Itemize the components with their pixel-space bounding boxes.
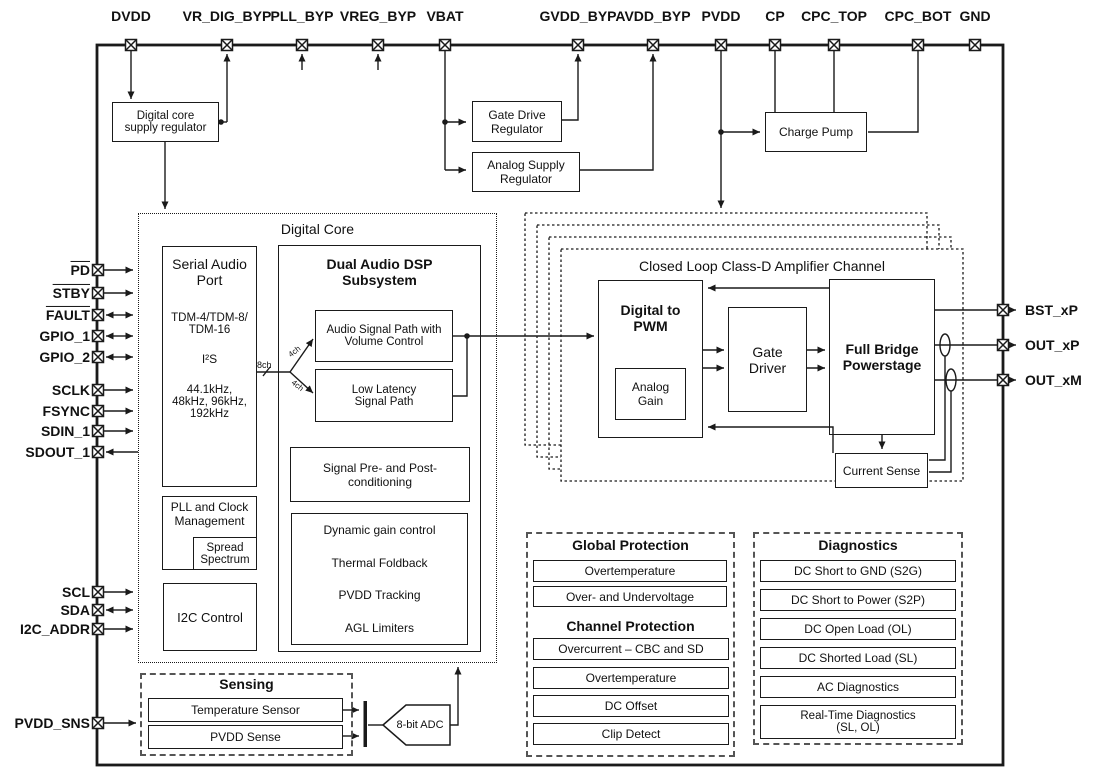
serial-audio-port-title: Serial Audio Port — [172, 256, 247, 288]
pll-title: PLL and Clock Management — [170, 500, 249, 528]
pin-label-gpio1: GPIO_1 — [39, 327, 90, 344]
protection-item: Over- and Undervoltage — [533, 586, 727, 607]
block-charge-pump: Charge Pump — [765, 112, 867, 152]
pin-label-vr-dig-byp: VR_DIG_BYP — [182, 8, 272, 24]
adc-label: 8-bit ADC — [396, 719, 444, 731]
block-temperature-sensor: Temperature Sensor — [148, 698, 343, 722]
dsp-subsystem-title: Dual Audio DSP Subsystem — [326, 256, 433, 289]
block-current-sense: Current Sense — [835, 453, 928, 488]
pin-label-gvdd-byp: GVDD_BYP — [539, 8, 617, 24]
bus-label-8ch: 8ch — [257, 360, 272, 370]
block-dsp-features — [291, 513, 468, 645]
serial-audio-port-i2s: I²S — [201, 352, 218, 366]
digital-to-pwm-title: Digital to PWM — [620, 302, 681, 335]
pin-label-gnd: GND — [959, 8, 991, 24]
block-pvdd-sense: PVDD Sense — [148, 725, 343, 749]
diagnostics-item: DC Short to GND (S2G) — [760, 560, 956, 582]
serial-audio-port-formats: TDM-4/TDM-8/ TDM-16 — [171, 312, 248, 336]
diagnostics-item: Real-Time Diagnostics (SL, OL) — [760, 705, 956, 739]
pin-label-pvdd: PVDD — [701, 8, 741, 24]
pin-label-fault: FAULT — [45, 306, 90, 323]
sensing-title: Sensing — [219, 676, 274, 692]
pin-label-gpio2: GPIO_2 — [39, 348, 90, 365]
pin-label-sda: SDA — [60, 601, 90, 618]
block-serial-audio-port — [162, 246, 257, 487]
diagnostics-item: AC Diagnostics — [760, 676, 956, 698]
pin-label-sdout1: SDOUT_1 — [25, 443, 90, 460]
channel-title: Closed Loop Class-D Amplifier Channel — [639, 258, 885, 274]
pin-label-pd: $\overline{PD}$ — [70, 261, 90, 278]
pin-label-bst-xp: BST_xP — [1025, 301, 1078, 318]
pin-label-fsync: FSYNC — [42, 402, 90, 419]
block-analog-supply-regulator: Analog Supply Regulator — [472, 152, 580, 192]
pin-label-pvdd-sns: PVDD_SNS — [14, 714, 90, 731]
pin-label-cp: CP — [765, 8, 785, 24]
dsp-feature: PVDD Tracking — [338, 588, 421, 603]
pin-label-out-xm: OUT_xM — [1025, 371, 1082, 388]
block-analog-gain: Analog Gain — [615, 368, 686, 420]
pin-label-stby: STBY — [52, 284, 90, 301]
pin-label-vbat: VBAT — [426, 8, 464, 24]
protection-item: Overtemperature — [533, 667, 729, 689]
protection-item: Overtemperature — [533, 560, 727, 582]
pin-label-cpc-top: CPC_TOP — [801, 8, 867, 24]
protection-item: Overcurrent – CBC and SD — [533, 638, 729, 660]
block-spread-spectrum: Spread Spectrum — [193, 537, 257, 570]
protection-item: DC Offset — [533, 695, 729, 717]
block-i2c-control: I2C Control — [163, 583, 257, 651]
pin-label-dvdd: DVDD — [111, 8, 151, 24]
serial-audio-port-rates: 44.1kHz, 48kHz, 96kHz, 192kHz — [172, 384, 247, 420]
pin-label-i2c-addr: I2C_ADDR — [19, 620, 90, 637]
block-audio-signal-path: Audio Signal Path with Volume Control — [315, 310, 453, 362]
diagnostics-item: DC Open Load (OL) — [760, 618, 956, 640]
pin-label-avdd-byp: AVDD_BYP — [615, 8, 691, 24]
mux-bar — [364, 701, 368, 747]
diagnostics-item: DC Short to Power (S2P) — [760, 589, 956, 611]
pin-label-sclk: SCLK — [51, 381, 90, 398]
block-digital-core-supply-regulator: Digital core supply regulator — [112, 102, 219, 142]
dsp-feature: AGL Limiters — [345, 620, 414, 635]
pin-label-pll-byp: PLL_BYP — [270, 8, 334, 24]
channel-protection-title: Channel Protection — [566, 618, 695, 634]
digital-core-title: Digital Core — [280, 221, 355, 237]
bus-label-4ch-top: 4ch — [286, 343, 303, 360]
block-signal-conditioning: Signal Pre- and Post- conditioning — [290, 447, 470, 502]
block-low-latency-path: Low Latency Signal Path — [315, 369, 453, 422]
pin-label-out-xp: OUT_xP — [1025, 336, 1080, 353]
pin-label-vreg-byp: VREG_BYP — [339, 8, 417, 24]
bus-label-4ch-bottom: 4ch — [289, 377, 306, 394]
global-protection-title: Global Protection — [572, 537, 689, 553]
pin-label-sdin1: SDIN_1 — [40, 422, 90, 439]
dsp-feature: Dynamic gain control — [323, 523, 436, 538]
left-pin-wires — [104, 270, 138, 723]
pin-label-scl: SCL — [62, 583, 90, 600]
block-gate-drive-regulator: Gate Drive Regulator — [472, 101, 562, 142]
protection-item: Clip Detect — [533, 723, 729, 745]
diagnostics-item: DC Shorted Load (SL) — [760, 647, 956, 669]
diagnostics-title: Diagnostics — [818, 537, 898, 553]
dsp-feature: Thermal Foldback — [331, 555, 428, 570]
pin-label-cpc-bot: CPC_BOT — [884, 8, 952, 24]
block-full-bridge-powerstage: Full Bridge Powerstage — [829, 279, 935, 435]
block-gate-driver: Gate Driver — [728, 307, 807, 412]
